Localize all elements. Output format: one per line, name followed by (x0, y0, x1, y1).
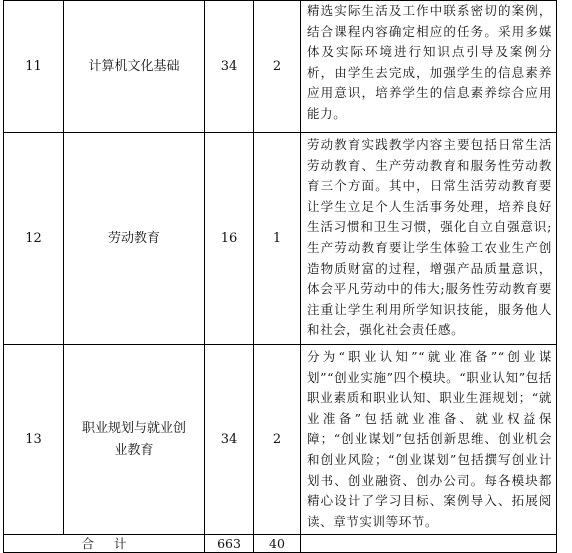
course-hours: 16 (205, 133, 254, 345)
course-hours: 34 (205, 345, 254, 535)
course-name: 劳动教育 (64, 133, 205, 345)
table-row (4, 1, 557, 133)
course-credits: 2 (254, 1, 301, 133)
total-row (4, 535, 557, 553)
course-description: 分为“职业认知”“就业准备”“创业谋划”“创业实施”四个模块。“职业认知”包括职业素质和职业认知、职业生涯规划；“就业准备”包括就业准备、就业权益保障；“创业谋划”包括创新思维、创业机会和创业风险；“创业谋划”包括撰写创业计划书、创业融资、创办公司。每各模块都精心设计了学习目标、案例导入、拓展阅读、章节实训等环节。 (301, 345, 557, 535)
total-label: 合计 (4, 535, 205, 553)
course-name: 职业规划与就业创业教育 (64, 345, 205, 535)
course-number: 11 (4, 1, 64, 133)
total-credits: 40 (254, 535, 301, 553)
course-hours: 34 (205, 1, 254, 133)
course-description: 劳动教育实践教学内容主要包括日常生活劳动教育、生产劳动教育和服务性劳动教育三个方面。其中，日常生活劳动教育要让学生立足个人生活事务处理，培养良好生活习惯和卫生习惯，强化自立自强意识;生产劳动教育要让学生体验工农业生产创造物质财富的过程，增强产品质量意识，体会平凡劳动中的伟大;服务性劳动教育要注重让学生利用所学知识技能，服务他人和社会，强化社会责任感。 (301, 133, 557, 345)
course-description: 精选实际生活及工作中联系密切的案例，结合课程内容确定相应的任务。采用多媒体及实际环境进行知识点引导及案例分析，由学生去完成，加强学生的信息素养应用意识，培养学生的信息素养综合应用能力。 (301, 1, 557, 133)
table-row (4, 345, 557, 535)
course-number: 12 (4, 133, 64, 345)
table-row (4, 133, 557, 345)
total-description (301, 535, 557, 553)
course-table (3, 0, 557, 553)
total-hours: 663 (205, 535, 254, 553)
course-name: 计算机文化基础 (64, 1, 205, 133)
course-credits: 1 (254, 133, 301, 345)
course-credits: 2 (254, 345, 301, 535)
course-number: 13 (4, 345, 64, 535)
